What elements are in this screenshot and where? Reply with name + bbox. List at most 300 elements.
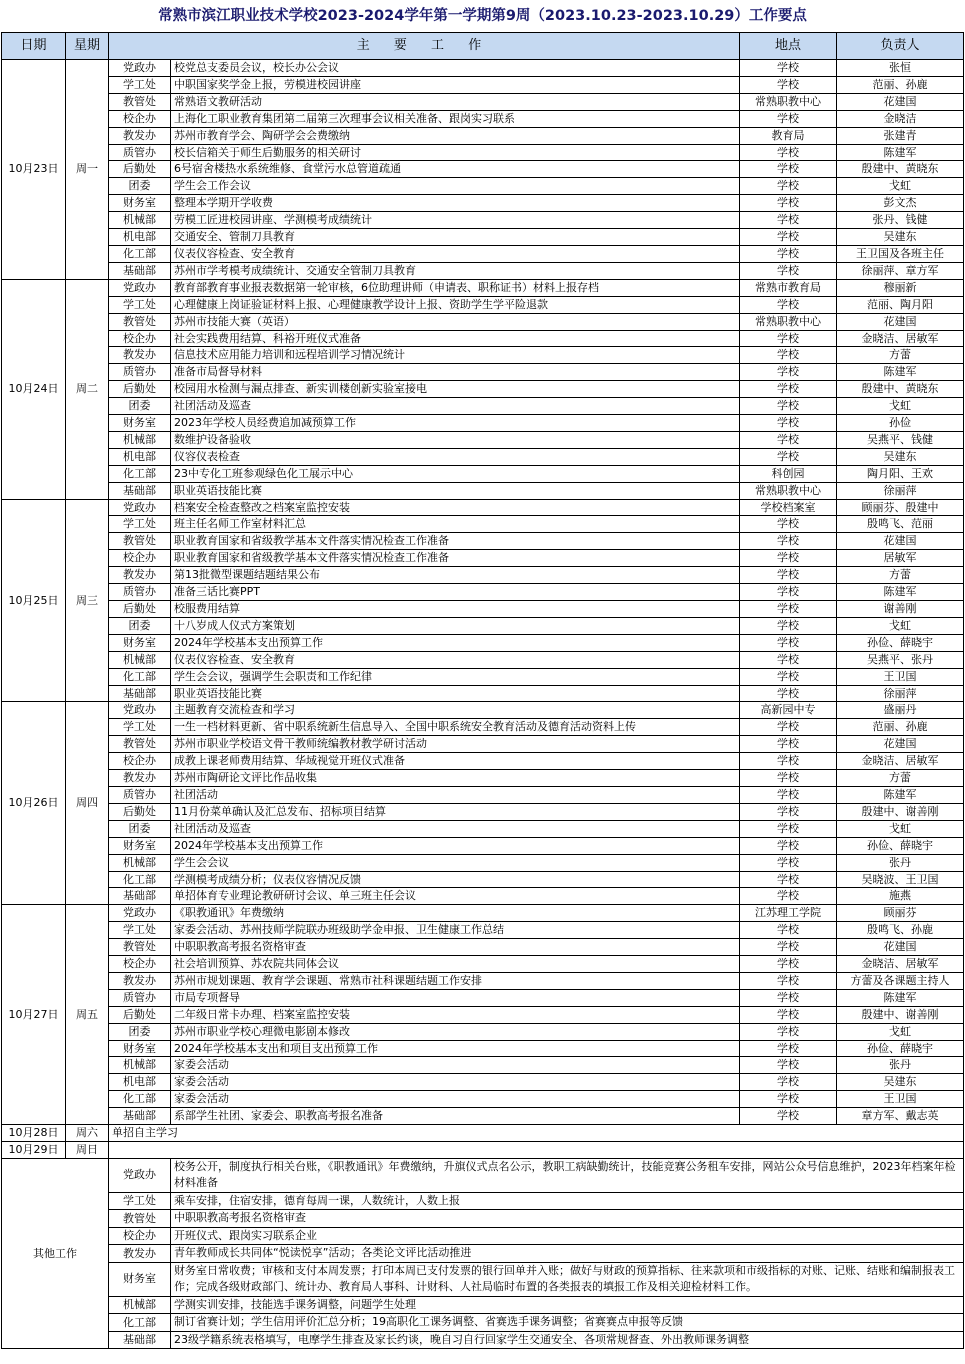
location-cell: 教育局 [740, 127, 837, 144]
person-cell: 顾丽芬 [837, 905, 964, 922]
table-row [2, 60, 964, 77]
person-cell: 孙俭、薛晓宇 [837, 1040, 964, 1057]
department-cell: 机械部 [109, 1296, 171, 1314]
location-cell: 学校 [740, 296, 837, 313]
table-row [2, 871, 964, 888]
person-cell: 张建青 [837, 127, 964, 144]
department-cell: 校企办 [109, 956, 171, 973]
task-cell: 仪表仪容检查、安全教育 [171, 651, 740, 668]
location-cell: 学校 [740, 1091, 837, 1108]
table-row [2, 398, 964, 415]
task-cell: 职业教育国家和省级教学基本文件落实情况检查工作准备 [171, 533, 740, 550]
department-cell: 财务室 [109, 1262, 171, 1296]
task-cell: 职业教育国家和省级教学基本文件落实情况检查工作准备 [171, 550, 740, 567]
task-cell: 学测实训安排，技能选手课务调整，问题学生处理 [171, 1296, 964, 1314]
table-row [2, 415, 964, 432]
task-cell: 档案安全检查整改之档案室监控安装 [171, 499, 740, 516]
location-cell: 学校 [740, 1057, 837, 1074]
task-cell: 班主任名师工作室材料汇总 [171, 516, 740, 533]
sunday-row [2, 1142, 964, 1159]
task-cell: 第13批微型课题结题结果公布 [171, 567, 740, 584]
department-cell: 党政办 [109, 499, 171, 516]
department-cell: 教发办 [109, 972, 171, 989]
location-cell: 学校 [740, 60, 837, 77]
location-cell: 高新园中专 [740, 702, 837, 719]
department-cell: 学工处 [109, 76, 171, 93]
task-cell: 职业英语技能比赛 [171, 482, 740, 499]
table-row [2, 550, 964, 567]
task-cell: 校务公开，制度执行相关台账，《职教通讯》年费缴纳，升旗仪式点名公示，教职工病缺勤统计，技能竞赛公务租车安排，网站公众号信息维护，2023年档案年检材料准备 [171, 1158, 964, 1192]
location-cell: 学校 [740, 871, 837, 888]
location-cell: 学校 [740, 533, 837, 550]
day-weekday: 周二 [66, 279, 109, 499]
task-cell: 家委会活动 [171, 1074, 740, 1091]
task-cell: 开班仪式、跟岗实习联系企业 [171, 1227, 964, 1245]
location-cell: 常熟市教育局 [740, 279, 837, 296]
person-cell: 范丽、孙鹿 [837, 719, 964, 736]
department-cell: 质管办 [109, 364, 171, 381]
department-cell: 教发办 [109, 347, 171, 364]
department-cell: 质管办 [109, 989, 171, 1006]
task-cell: 社团活动 [171, 786, 740, 803]
location-cell: 学校 [740, 178, 837, 195]
location-cell: 学校 [740, 516, 837, 533]
department-cell: 学工处 [109, 719, 171, 736]
task-cell: 校园用水检测与漏点排查、新实训楼创新实验室接电 [171, 381, 740, 398]
page-title: 常熟市滨江职业技术学校2023-2024学年第一学期第9周（2023.10.23-2023.10.29）工作要点 [158, 8, 807, 24]
person-cell: 范丽、陶月阳 [837, 296, 964, 313]
day-date: 10月25日 [2, 499, 66, 702]
location-cell: 学校 [740, 719, 837, 736]
person-cell: 谢善刚 [837, 601, 964, 618]
location-cell: 江苏理工学院 [740, 905, 837, 922]
person-cell: 吴燕平、钱健 [837, 431, 964, 448]
task-cell: 常熟语文教研活动 [171, 93, 740, 110]
department-cell: 机电部 [109, 229, 171, 246]
person-cell: 孙俭 [837, 415, 964, 432]
department-cell: 教发办 [109, 1245, 171, 1263]
department-cell: 教发办 [109, 127, 171, 144]
task-cell: 市局专项督导 [171, 989, 740, 1006]
location-cell: 学校 [740, 1074, 837, 1091]
location-cell: 学校 [740, 415, 837, 432]
person-cell: 方蕾 [837, 347, 964, 364]
table-row [2, 736, 964, 753]
table-row [2, 719, 964, 736]
person-cell: 戈虹 [837, 617, 964, 634]
task-cell: 校服费用结算 [171, 601, 740, 618]
table-row [2, 786, 964, 803]
header-location: 地点 [740, 33, 837, 60]
department-cell: 财务室 [109, 837, 171, 854]
person-cell: 徐丽萍、章方军 [837, 262, 964, 279]
task-cell: 苏州市职业学校心理微电影剧本修改 [171, 1023, 740, 1040]
person-cell: 王卫国及各班主任 [837, 245, 964, 262]
task-cell: 职业英语技能比赛 [171, 685, 740, 702]
table-row [2, 516, 964, 533]
department-cell: 化工部 [109, 1314, 171, 1332]
person-cell: 徐丽萍 [837, 482, 964, 499]
table-row [2, 144, 964, 161]
department-cell: 化工部 [109, 668, 171, 685]
table-row [2, 93, 964, 110]
task-cell: 二年级日常卡办理、档案室监控安装 [171, 1006, 740, 1023]
other-work-row [2, 1227, 964, 1245]
table-row [2, 1057, 964, 1074]
day-date: 10月27日 [2, 905, 66, 1125]
person-cell: 张丹、钱健 [837, 212, 964, 229]
task-cell: 心理健康上岗证验证材料上报、心理健康教学设计上报、资助学生学平险退款 [171, 296, 740, 313]
table-row [2, 837, 964, 854]
person-cell: 金晓洁、居敏军 [837, 330, 964, 347]
table-row [2, 989, 964, 1006]
person-cell: 章方军、戴志英 [837, 1108, 964, 1125]
person-cell: 王卫国 [837, 1091, 964, 1108]
location-cell: 学校 [740, 567, 837, 584]
person-cell: 殷建中、黄晓东 [837, 381, 964, 398]
location-cell: 学校 [740, 854, 837, 871]
table-row [2, 431, 964, 448]
table-row [2, 854, 964, 871]
person-cell: 居敏军 [837, 550, 964, 567]
location-cell: 学校 [740, 837, 837, 854]
person-cell: 陈建军 [837, 144, 964, 161]
location-cell: 学校 [740, 212, 837, 229]
location-cell: 学校 [740, 956, 837, 973]
task-cell: 中职职教高考报名资格审查 [171, 939, 740, 956]
department-cell: 基础部 [109, 685, 171, 702]
person-cell: 徐丽萍 [837, 685, 964, 702]
location-cell: 学校 [740, 939, 837, 956]
location-cell: 学校 [740, 617, 837, 634]
person-cell: 吴建东 [837, 229, 964, 246]
person-cell: 王卫国 [837, 668, 964, 685]
table-row [2, 347, 964, 364]
day-date: 10月29日 [2, 1142, 66, 1159]
table-row [2, 313, 964, 330]
person-cell: 顾丽芬、殷建中 [837, 499, 964, 516]
schedule-table [1, 32, 964, 1349]
table-row [2, 482, 964, 499]
day-weekday: 周四 [66, 702, 109, 905]
department-cell: 教发办 [109, 567, 171, 584]
person-cell: 张丹 [837, 854, 964, 871]
task-cell: 社团活动及巡查 [171, 398, 740, 415]
person-cell: 彭文杰 [837, 195, 964, 212]
table-row [2, 584, 964, 601]
department-cell: 机械部 [109, 651, 171, 668]
location-cell: 学校 [740, 550, 837, 567]
location-cell: 学校 [740, 144, 837, 161]
table-row [2, 245, 964, 262]
task-cell: 整理本学期开学收费 [171, 195, 740, 212]
table-row [2, 1023, 964, 1040]
department-cell: 后勤处 [109, 803, 171, 820]
department-cell: 校企办 [109, 1227, 171, 1245]
person-cell: 殷建中、谢善刚 [837, 803, 964, 820]
task-cell: 准备市局督导材料 [171, 364, 740, 381]
header-date: 日期 [2, 33, 66, 60]
other-work-row [2, 1314, 964, 1332]
task-cell: 23中专化工班参观绿色化工展示中心 [171, 465, 740, 482]
department-cell: 财务室 [109, 415, 171, 432]
department-cell: 后勤处 [109, 161, 171, 178]
department-cell: 财务室 [109, 195, 171, 212]
table-row [2, 972, 964, 989]
department-cell: 校企办 [109, 330, 171, 347]
table-row [2, 1108, 964, 1125]
task-cell [109, 1142, 964, 1159]
task-cell: 家委会活动 [171, 1091, 740, 1108]
other-work-row [2, 1331, 964, 1349]
task-cell: 青年教师成长共同体“悦读悦享”活动；各类论文评比活动推进 [171, 1245, 964, 1263]
location-cell: 学校 [740, 1108, 837, 1125]
task-cell: 23级学籍系统表格填写，电摩学生排查及家长约谈，晚自习自行回家学生交通安全、各项常规督查、外出教师课务调整 [171, 1331, 964, 1349]
location-cell: 学校 [740, 888, 837, 905]
person-cell: 殷建中、黄晓东 [837, 161, 964, 178]
task-cell: 社会实践费用结算、科裕开班仪式准备 [171, 330, 740, 347]
table-row [2, 956, 964, 973]
task-cell: 家委会活动、苏州技师学院联办班级助学金申报、卫生健康工作总结 [171, 922, 740, 939]
task-cell: 6号宿舍楼热水系统维修、食堂污水总管道疏通 [171, 161, 740, 178]
person-cell: 金晓洁、居敏军 [837, 956, 964, 973]
task-cell: 交通安全、管制刀具教育 [171, 229, 740, 246]
task-cell: 劳模工匠进校园讲座、学测模考成绩统计 [171, 212, 740, 229]
task-cell: 数维护设备验收 [171, 431, 740, 448]
table-row [2, 803, 964, 820]
task-cell: 仪表仪容检查、安全教育 [171, 245, 740, 262]
table-row [2, 110, 964, 127]
day-weekday: 周六 [66, 1125, 109, 1142]
department-cell: 基础部 [109, 1331, 171, 1349]
location-cell: 学校 [740, 1006, 837, 1023]
task-cell: 苏州市教育学会、陶研学会会费缴纳 [171, 127, 740, 144]
table-row [2, 601, 964, 618]
table-row [2, 499, 964, 516]
department-cell: 团委 [109, 1023, 171, 1040]
table-row [2, 364, 964, 381]
table-row [2, 262, 964, 279]
department-cell: 党政办 [109, 279, 171, 296]
table-row [2, 922, 964, 939]
person-cell: 孙俭、薛晓宇 [837, 837, 964, 854]
person-cell: 陈建军 [837, 364, 964, 381]
department-cell: 党政办 [109, 1158, 171, 1192]
department-cell: 后勤处 [109, 1006, 171, 1023]
table-row [2, 448, 964, 465]
table-row [2, 178, 964, 195]
header-main-work: 主 要 工 作 [109, 33, 740, 60]
location-cell: 学校档案室 [740, 499, 837, 516]
person-cell: 吴建东 [837, 448, 964, 465]
table-row [2, 296, 964, 313]
person-cell: 花建国 [837, 313, 964, 330]
location-cell: 学校 [740, 381, 837, 398]
person-cell: 方蕾 [837, 567, 964, 584]
department-cell: 党政办 [109, 702, 171, 719]
day-date: 10月26日 [2, 702, 66, 905]
department-cell: 财务室 [109, 1040, 171, 1057]
table-row [2, 753, 964, 770]
department-cell: 机械部 [109, 854, 171, 871]
location-cell: 学校 [740, 330, 837, 347]
header-person: 负责人 [837, 33, 964, 60]
person-cell: 方蕾 [837, 770, 964, 787]
person-cell: 方蕾及各课题主持人 [837, 972, 964, 989]
location-cell: 学校 [740, 1023, 837, 1040]
other-work-label: 其他工作 [2, 1158, 109, 1349]
task-cell: 单招体育专业理论教研研讨会议、单三班主任会议 [171, 888, 740, 905]
location-cell: 学校 [740, 398, 837, 415]
task-cell: 《职教通讯》年费缴纳 [171, 905, 740, 922]
table-row [2, 127, 964, 144]
location-cell: 学校 [740, 584, 837, 601]
location-cell: 学校 [740, 245, 837, 262]
location-cell: 学校 [740, 753, 837, 770]
location-cell: 学校 [740, 634, 837, 651]
task-cell: 家委会活动 [171, 1057, 740, 1074]
table-row [2, 330, 964, 347]
day-weekday: 周五 [66, 905, 109, 1125]
other-work-row [2, 1245, 964, 1263]
department-cell: 后勤处 [109, 381, 171, 398]
task-cell: 教育部教育事业报表数据第一轮审核，6位助理讲师（申请表、职称证书）材料上报存档 [171, 279, 740, 296]
department-cell: 基础部 [109, 262, 171, 279]
task-cell: 主题教育交流检查和学习 [171, 702, 740, 719]
header-weekday: 星期 [66, 33, 109, 60]
task-cell: 苏州市学考模考成绩统计、交通安全管制刀具教育 [171, 262, 740, 279]
table-row [2, 685, 964, 702]
department-cell: 团委 [109, 617, 171, 634]
department-cell: 机电部 [109, 448, 171, 465]
task-cell: 学生会会议 [171, 854, 740, 871]
table-row [2, 1074, 964, 1091]
saturday-row [2, 1125, 964, 1142]
location-cell: 学校 [740, 110, 837, 127]
task-cell: 学生会会议，强调学生会职责和工作纪律 [171, 668, 740, 685]
task-cell: 乘车安排，住宿安排，德育每周一课，人数统计，人数上报 [171, 1192, 964, 1210]
department-cell: 质管办 [109, 144, 171, 161]
department-cell: 教管处 [109, 93, 171, 110]
table-row [2, 1091, 964, 1108]
department-cell: 教管处 [109, 313, 171, 330]
department-cell: 团委 [109, 398, 171, 415]
department-cell: 学工处 [109, 296, 171, 313]
person-cell: 花建国 [837, 533, 964, 550]
task-cell: 2023年学校人员经费追加减预算工作 [171, 415, 740, 432]
table-row [2, 617, 964, 634]
task-cell: 准备三话比赛PPT [171, 584, 740, 601]
person-cell: 花建国 [837, 939, 964, 956]
table-row [2, 651, 964, 668]
location-cell: 学校 [740, 770, 837, 787]
department-cell: 教管处 [109, 533, 171, 550]
department-cell: 质管办 [109, 786, 171, 803]
person-cell: 张丹 [837, 1057, 964, 1074]
task-cell: 单招自主学习 [109, 1125, 964, 1142]
task-cell: 中职职教高考报名资格审查 [171, 1210, 964, 1228]
task-cell: 上海化工职业教育集团第二届第三次理事会议相关准备、跟岗实习联系 [171, 110, 740, 127]
department-cell: 后勤处 [109, 601, 171, 618]
department-cell: 机电部 [109, 1074, 171, 1091]
department-cell: 学工处 [109, 516, 171, 533]
location-cell: 学校 [740, 736, 837, 753]
table-row [2, 229, 964, 246]
person-cell: 金晓洁 [837, 110, 964, 127]
location-cell: 科创园 [740, 465, 837, 482]
person-cell: 孙俭、薛晓宇 [837, 634, 964, 651]
task-cell: 2024年学校基本支出预算工作 [171, 837, 740, 854]
other-work-row [2, 1296, 964, 1314]
person-cell: 陶月阳、王欢 [837, 465, 964, 482]
department-cell: 化工部 [109, 1091, 171, 1108]
location-cell: 常熟职教中心 [740, 313, 837, 330]
location-cell: 学校 [740, 76, 837, 93]
location-cell: 学校 [740, 820, 837, 837]
person-cell: 穆丽新 [837, 279, 964, 296]
table-row [2, 939, 964, 956]
table-row [2, 1006, 964, 1023]
table-row [2, 465, 964, 482]
location-cell: 学校 [740, 262, 837, 279]
table-row [2, 212, 964, 229]
table-row [2, 820, 964, 837]
task-cell: 2024年学校基本支出和项目支出预算工作 [171, 1040, 740, 1057]
table-row [2, 195, 964, 212]
other-work-row [2, 1158, 964, 1192]
department-cell: 基础部 [109, 888, 171, 905]
task-cell: 成教上课老师费用结算、华域视觉开班仪式准备 [171, 753, 740, 770]
task-cell: 2024年学校基本支出预算工作 [171, 634, 740, 651]
day-date: 10月28日 [2, 1125, 66, 1142]
department-cell: 团委 [109, 178, 171, 195]
other-work-row [2, 1192, 964, 1210]
department-cell: 学工处 [109, 922, 171, 939]
table-row [2, 533, 964, 550]
location-cell: 学校 [740, 347, 837, 364]
person-cell: 陈建军 [837, 989, 964, 1006]
location-cell: 学校 [740, 922, 837, 939]
location-cell: 学校 [740, 989, 837, 1006]
department-cell: 机械部 [109, 212, 171, 229]
location-cell: 学校 [740, 229, 837, 246]
task-cell: 制订省赛计划；学生信用评价汇总分析；19高职化工课务调整、省赛选手课务调整；省赛赛点申报等反馈 [171, 1314, 964, 1332]
task-cell: 校长信箱关于师生后勤服务的相关研讨 [171, 144, 740, 161]
department-cell: 基础部 [109, 1108, 171, 1125]
person-cell: 戈虹 [837, 398, 964, 415]
location-cell: 学校 [740, 972, 837, 989]
location-cell: 学校 [740, 668, 837, 685]
department-cell: 教发办 [109, 770, 171, 787]
department-cell: 化工部 [109, 871, 171, 888]
department-cell: 教管处 [109, 1210, 171, 1228]
department-cell: 质管办 [109, 584, 171, 601]
location-cell: 学校 [740, 1040, 837, 1057]
location-cell: 学校 [740, 448, 837, 465]
task-cell: 苏州市陶研论文评比作品收集 [171, 770, 740, 787]
task-cell: 学测模考成绩分析；仪表仪容情况反馈 [171, 871, 740, 888]
department-cell: 教管处 [109, 736, 171, 753]
person-cell: 陈建军 [837, 584, 964, 601]
person-cell: 张恒 [837, 60, 964, 77]
day-weekday: 周一 [66, 60, 109, 280]
table-row [2, 668, 964, 685]
department-cell: 党政办 [109, 905, 171, 922]
person-cell: 殷鸣飞、范丽 [837, 516, 964, 533]
location-cell: 学校 [740, 651, 837, 668]
table-row [2, 1040, 964, 1057]
day-date: 10月23日 [2, 60, 66, 280]
